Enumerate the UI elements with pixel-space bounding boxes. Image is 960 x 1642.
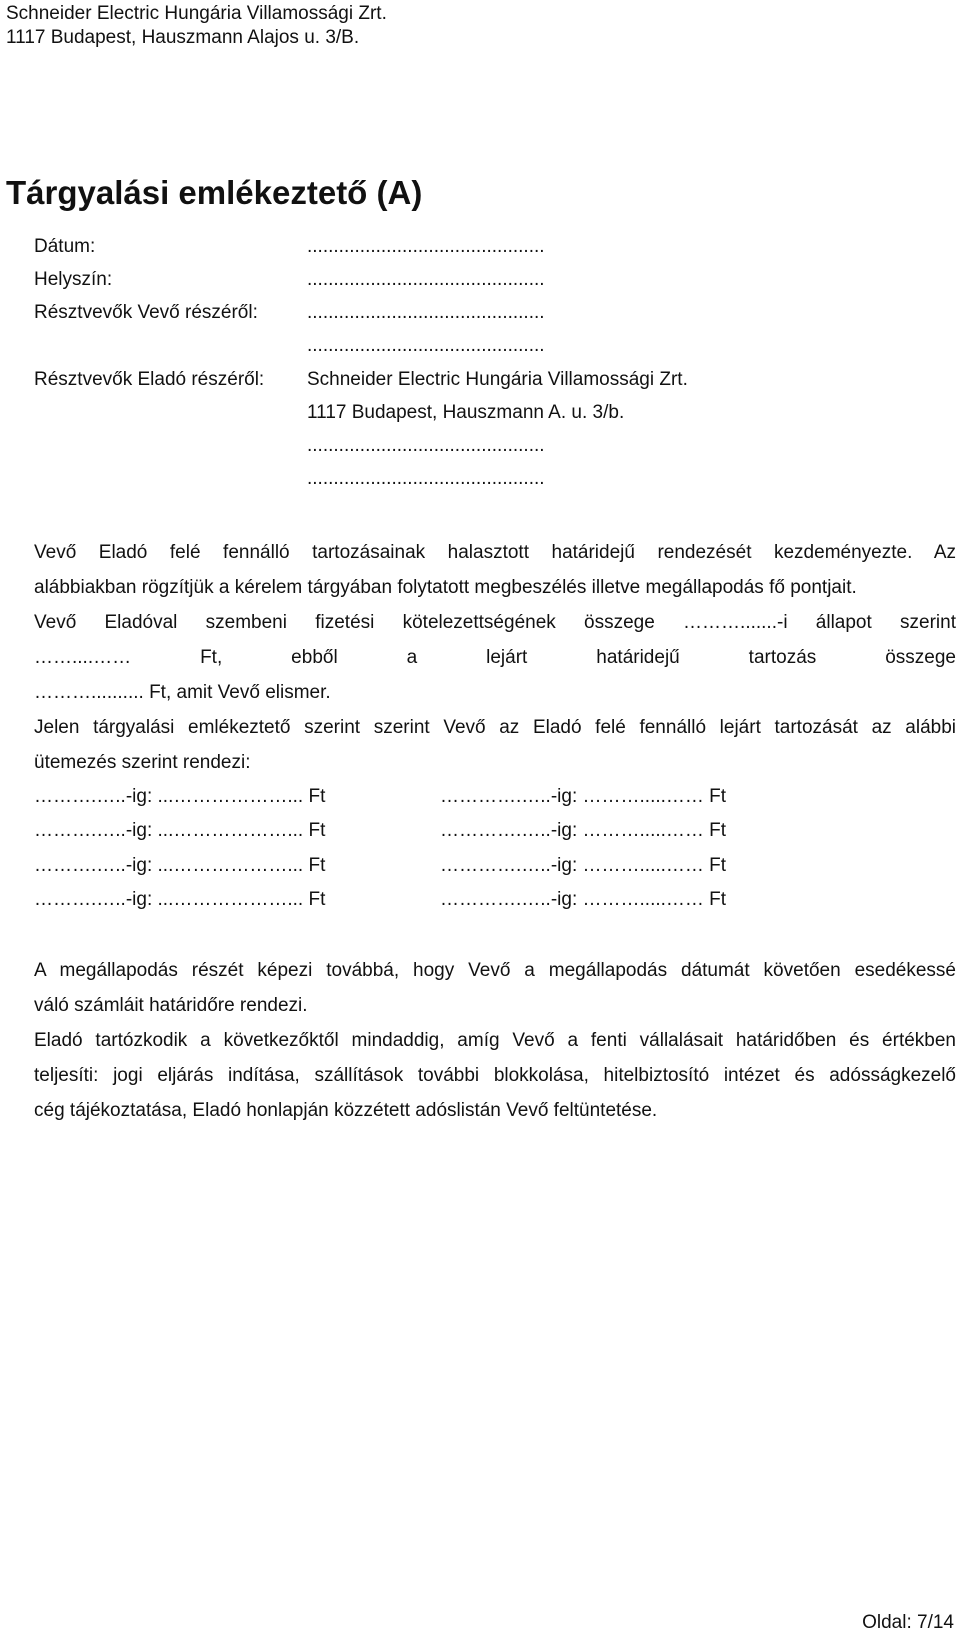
elado-participants-value-1: Schneider Electric Hungária Villamossági Zrt. (307, 369, 688, 390)
helyszin-value: ............................................. (307, 269, 545, 290)
paragraph-sanctions-line-3: cég tájékoztatása, Eladó honlapján közzétett adóslistán Vevő feltüntetése. (34, 1100, 658, 1121)
paragraph-debt-line-2: ……....…… Ft, ebből a lejárt határidejű tartozás összege (34, 647, 956, 668)
vevo-participants-value-1: ............................................. (307, 302, 545, 323)
vevo-participants-value-2: ............................................. (307, 335, 545, 356)
paragraph-schedule-intro-line-2: ütemezés szerint rendezi: (34, 752, 251, 773)
elado-participants-value-3: ............................................. (307, 435, 545, 456)
document-header (6, 2, 387, 50)
schedule-right-row: ………….…..-ig: ……….....…… Ft (440, 820, 727, 841)
helyszin-label: Helyszín: (34, 269, 113, 290)
schedule-right-row: ………….…..-ig: ……….....…… Ft (440, 786, 727, 807)
schedule-left-row: ……….…..-ig: ...………………... Ft (34, 855, 326, 876)
paragraph-debt-line-3: ……….......... Ft, amit Vevő elismer. (34, 682, 331, 703)
schedule-left-row: ……….…..-ig: ...………………... Ft (34, 889, 326, 910)
paragraph-schedule-intro-line-1: Jelen tárgyalási emlékeztető szerint szerint Vevő az Eladó felé fennálló lejárt tartozását az alábbi (34, 717, 956, 738)
paragraph-sanctions-line-2: teljesíti: jogi eljárás indítása, szállítások további blokkolása, hitelbiztosító intézet és adósságkezelő (34, 1065, 956, 1086)
paragraph-sanctions-line-1: Eladó tartózkodik a következőktől mindaddig, amíg Vevő a fenti vállalásait határidőben és értékben (34, 1030, 956, 1051)
datum-value: ............................................. (307, 236, 545, 257)
datum-label: Dátum: (34, 236, 96, 257)
paragraph-debt (34, 605, 956, 710)
paragraph-sanctions (34, 1023, 956, 1128)
schedule-right-row: ………….…..-ig: ……….....…… Ft (440, 855, 727, 876)
elado-participants-value-4: ............................................. (307, 468, 545, 489)
schedule-left-row: ……….…..-ig: ...………………... Ft (34, 820, 326, 841)
paragraph-debt-line-1: Vevő Eladóval szembeni fizetési kötelezettségének összege ……….......-i állapot szerint (34, 612, 956, 633)
paragraph-invoices (34, 953, 956, 1023)
paragraph-intro (34, 535, 956, 605)
page-title: Tárgyalási emlékeztető (A) (6, 174, 423, 211)
page-number: Oldal: 7/14 (862, 1612, 954, 1633)
paragraph-schedule-intro (34, 710, 956, 780)
elado-participants-label: Résztvevők Eladó részéről: (34, 369, 265, 390)
schedule-right-row: ………….…..-ig: ……….....…… Ft (440, 889, 727, 910)
paragraph-intro-line-2: alábbiakban rögzítjük a kérelem tárgyában folytatott megbeszélés illetve megállapodás fő pontjait. (34, 577, 857, 598)
header-address: 1117 Budapest, Hauszmann Alajos u. 3/B. (6, 27, 360, 48)
vevo-participants-label: Résztvevők Vevő részéről: (34, 302, 258, 323)
header-company: Schneider Electric Hungária Villamossági Zrt. (6, 3, 387, 24)
schedule-left-row: ……….…..-ig: ...………………... Ft (34, 786, 326, 807)
paragraph-invoices-line-1: A megállapodás részét képezi továbbá, hogy Vevő a megállapodás dátumát követően esedékessé (34, 960, 956, 981)
elado-participants-value-2: 1117 Budapest, Hauszmann A. u. 3/b. (307, 402, 625, 423)
paragraph-intro-line-1: Vevő Eladó felé fennálló tartozásainak halasztott határidejű rendezését kezdeményezte. Az (34, 542, 956, 563)
paragraph-invoices-line-2: váló számláit határidőre rendezi. (34, 995, 308, 1016)
